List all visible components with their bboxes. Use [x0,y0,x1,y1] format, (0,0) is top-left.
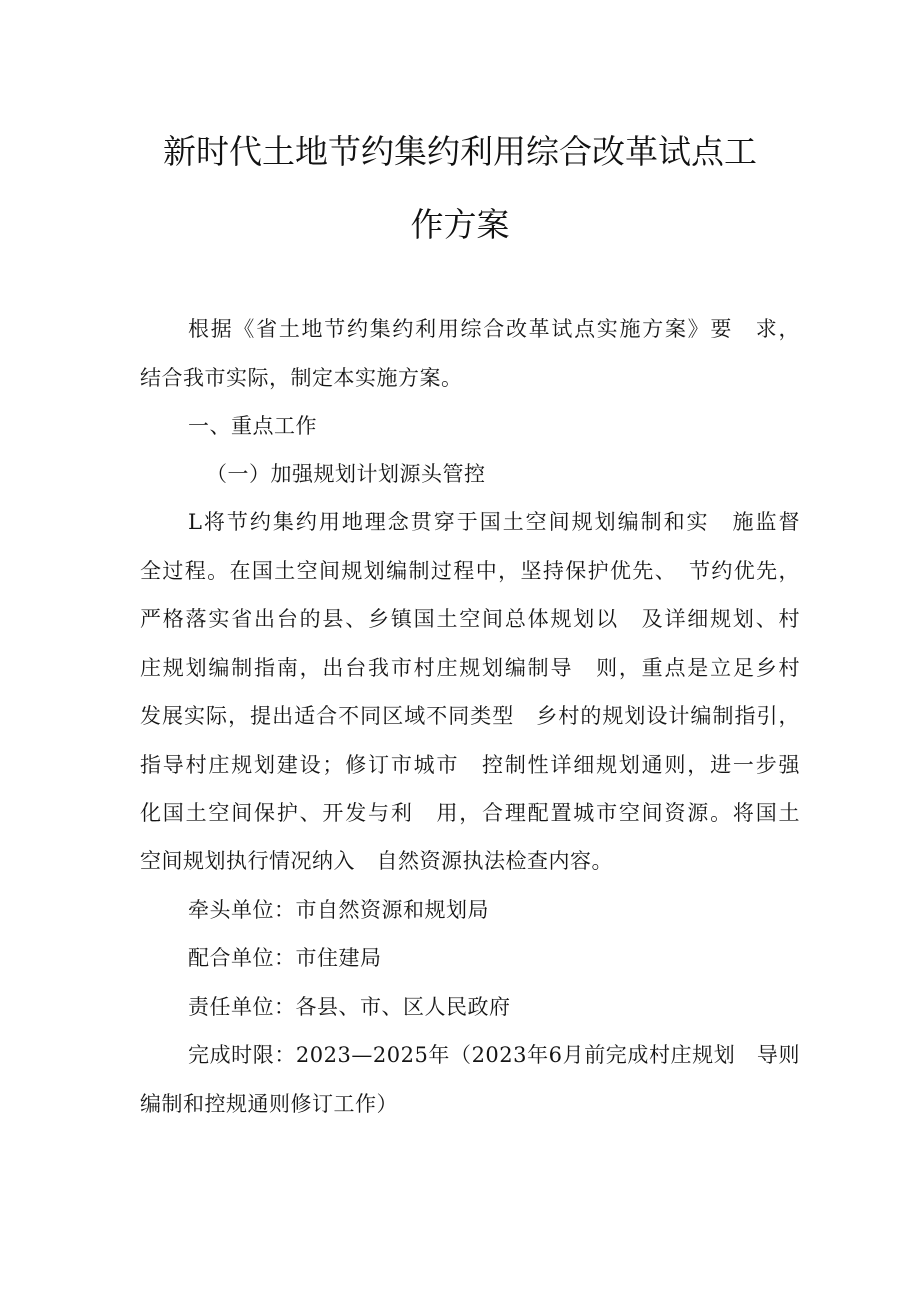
lead-unit: 牵头单位：市自然资源和规划局 [188,898,489,922]
intro-line-1: 根据《省土地节约集约利用综合改革试点实施方案》要 求， [188,317,800,341]
paragraph-line-8: 空间规划执行情况纳入 自然资源执法检查内容。 [140,849,613,873]
document-title-line-2: 作方案 [410,205,510,244]
responsible-unit: 责任单位：各县、市、区人民政府 [188,995,511,1019]
paragraph-line-3: 严格落实省出台的县、乡镇国土空间总体规划以 及详细规划、村 [140,607,800,631]
paragraph-line-6: 指导村庄规划建设；修订市城市 控制性详细规划通则，进一步强 [140,753,800,777]
intro-line-2: 结合我市实际，制定本实施方案。 [140,366,463,390]
document-body [140,0,800,1301]
paragraph-line-4: 庄规划编制指南，出台我市村庄规划编制导 则，重点是立足乡村 [140,656,800,680]
cooperating-unit: 配合单位：市住建局 [188,946,382,970]
subsection-heading: （一）加强规划计划源头管控 [206,462,486,486]
paragraph-line-7: 化国土空间保护、开发与利 用，合理配置城市空间资源。将国土 [140,801,800,825]
paragraph-line-5: 发展实际，提出适合不同区域不同类型 乡村的规划设计编制指引， [140,704,800,728]
deadline-line-2: 编制和控规通则修订工作） [140,1092,398,1116]
deadline-line-1: 完成时限：2023—2025年（2023年6月前完成村庄规划 导则 [188,1043,800,1067]
paragraph-line-2: 全过程。在国土空间规划编制过程中，坚持保护优先、 节约优先， [140,559,800,583]
document-title-line-1: 新时代土地节约集约利用综合改革试点工 [163,132,757,171]
section-heading: 一、重点工作 [188,414,317,438]
paragraph-line-1: L将节约集约用地理念贯穿于国土空间规划编制和实 施监督 [188,510,800,534]
